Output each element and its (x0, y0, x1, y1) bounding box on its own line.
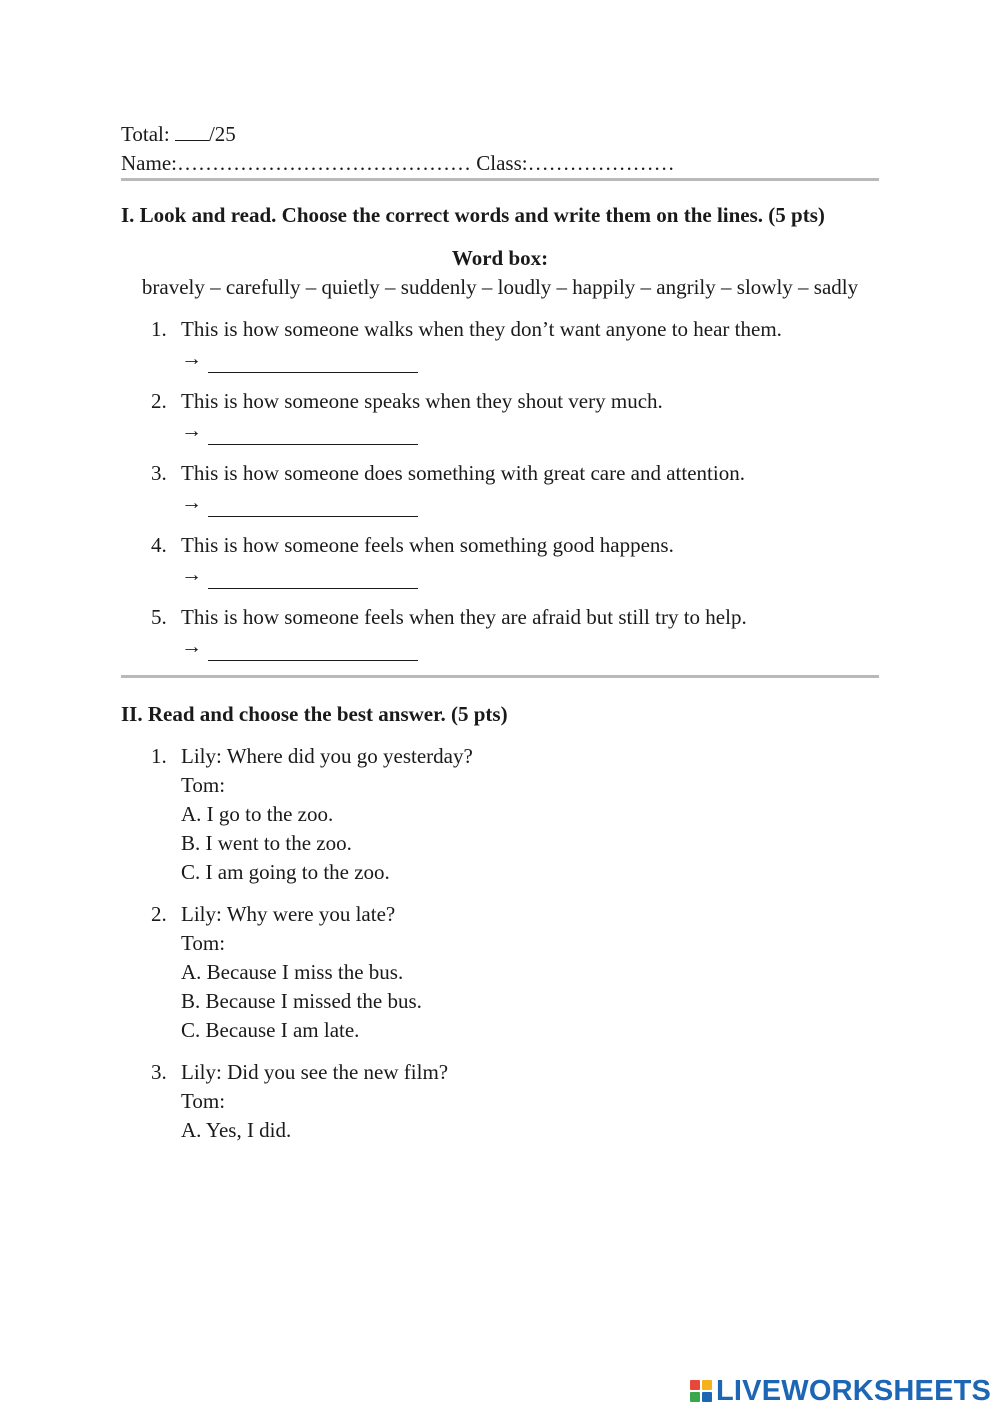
question-item (121, 459, 879, 517)
wordbox-words: bravely – carefully – quietly – suddenly – loudly – happily – angrily – slowly – sadly (141, 275, 859, 299)
option-a[interactable]: A. I go to the zoo. (181, 802, 334, 826)
mc-question-item (121, 1058, 879, 1145)
section2-question-list (121, 742, 879, 1145)
question-item (121, 531, 879, 589)
question-text: This is how someone feels when something good happens. (181, 533, 674, 557)
question-item (121, 387, 879, 445)
wordbox-title: Word box: (451, 246, 549, 270)
arrow-icon: → (181, 346, 202, 370)
section1-title: I. Look and read. Choose the correct words and write them on the lines. (5 pts) (121, 203, 825, 227)
question-text: This is how someone feels when they are afraid but still try to help. (181, 605, 747, 629)
answer-row (181, 416, 879, 445)
answer-row (181, 344, 879, 373)
total-blank[interactable] (175, 120, 209, 141)
total-suffix: /25 (208, 122, 236, 146)
question-number: 3. (151, 1060, 167, 1084)
question-number: 1. (151, 317, 167, 341)
answer-row (181, 488, 879, 517)
worksheet-page (121, 120, 879, 1158)
question-number: 2. (151, 902, 167, 926)
liveworksheets-logo (690, 1374, 991, 1408)
question-number: 1. (151, 744, 167, 768)
answer-input[interactable] (208, 350, 418, 373)
class-label: Class: (476, 151, 528, 175)
question-prompt: Lily: Why were you late? (181, 902, 396, 926)
logo-square-icon (702, 1380, 712, 1390)
question-number: 4. (151, 533, 167, 557)
section-divider (121, 178, 879, 181)
answer-input[interactable] (208, 566, 418, 589)
total-label: Total: (121, 122, 170, 146)
logo-square-icon (690, 1380, 700, 1390)
answer-speaker: Tom: (181, 773, 226, 797)
question-prompt: Lily: Where did you go yesterday? (181, 744, 473, 768)
option-b[interactable]: B. I went to the zoo. (181, 831, 352, 855)
option-c[interactable]: C. I am going to the zoo. (181, 860, 390, 884)
question-text: This is how someone walks when they don’t want anyone to hear them. (181, 317, 782, 341)
question-number: 5. (151, 605, 167, 629)
question-prompt: Lily: Did you see the new film? (181, 1060, 449, 1084)
name-class-line (121, 149, 879, 178)
section-divider (121, 675, 879, 678)
question-text: This is how someone does something with great care and attention. (181, 461, 745, 485)
answer-speaker: Tom: (181, 931, 226, 955)
option-b[interactable]: B. Because I missed the bus. (181, 989, 422, 1013)
logo-grid-icon (690, 1380, 712, 1402)
section2-title: II. Read and choose the best answer. (5 pts) (121, 702, 508, 726)
question-item (121, 603, 879, 661)
answer-input[interactable] (208, 638, 418, 661)
class-field[interactable]: ………………… (527, 151, 675, 175)
arrow-icon: → (181, 634, 202, 658)
answer-row (181, 632, 879, 661)
answer-input[interactable] (208, 422, 418, 445)
section1-question-list (121, 315, 879, 661)
answer-row (181, 560, 879, 589)
mc-question-item (121, 742, 879, 887)
question-item (121, 315, 879, 373)
answer-speaker: Tom: (181, 1089, 226, 1113)
name-field[interactable]: …………………………………… (176, 151, 471, 175)
arrow-icon: → (181, 418, 202, 442)
total-line (121, 120, 879, 149)
answer-input[interactable] (208, 494, 418, 517)
option-a[interactable]: A. Because I miss the bus. (181, 960, 404, 984)
logo-text: LIVEWORKSHEETS (716, 1375, 992, 1407)
name-label: Name: (121, 151, 177, 175)
arrow-icon: → (181, 490, 202, 514)
question-number: 2. (151, 389, 167, 413)
mc-question-item (121, 900, 879, 1045)
logo-square-icon (702, 1392, 712, 1402)
logo-square-icon (690, 1392, 700, 1402)
option-a[interactable]: A. Yes, I did. (181, 1118, 292, 1142)
question-number: 3. (151, 461, 167, 485)
arrow-icon: → (181, 562, 202, 586)
question-text: This is how someone speaks when they shout very much. (181, 389, 663, 413)
option-c[interactable]: C. Because I am late. (181, 1018, 360, 1042)
